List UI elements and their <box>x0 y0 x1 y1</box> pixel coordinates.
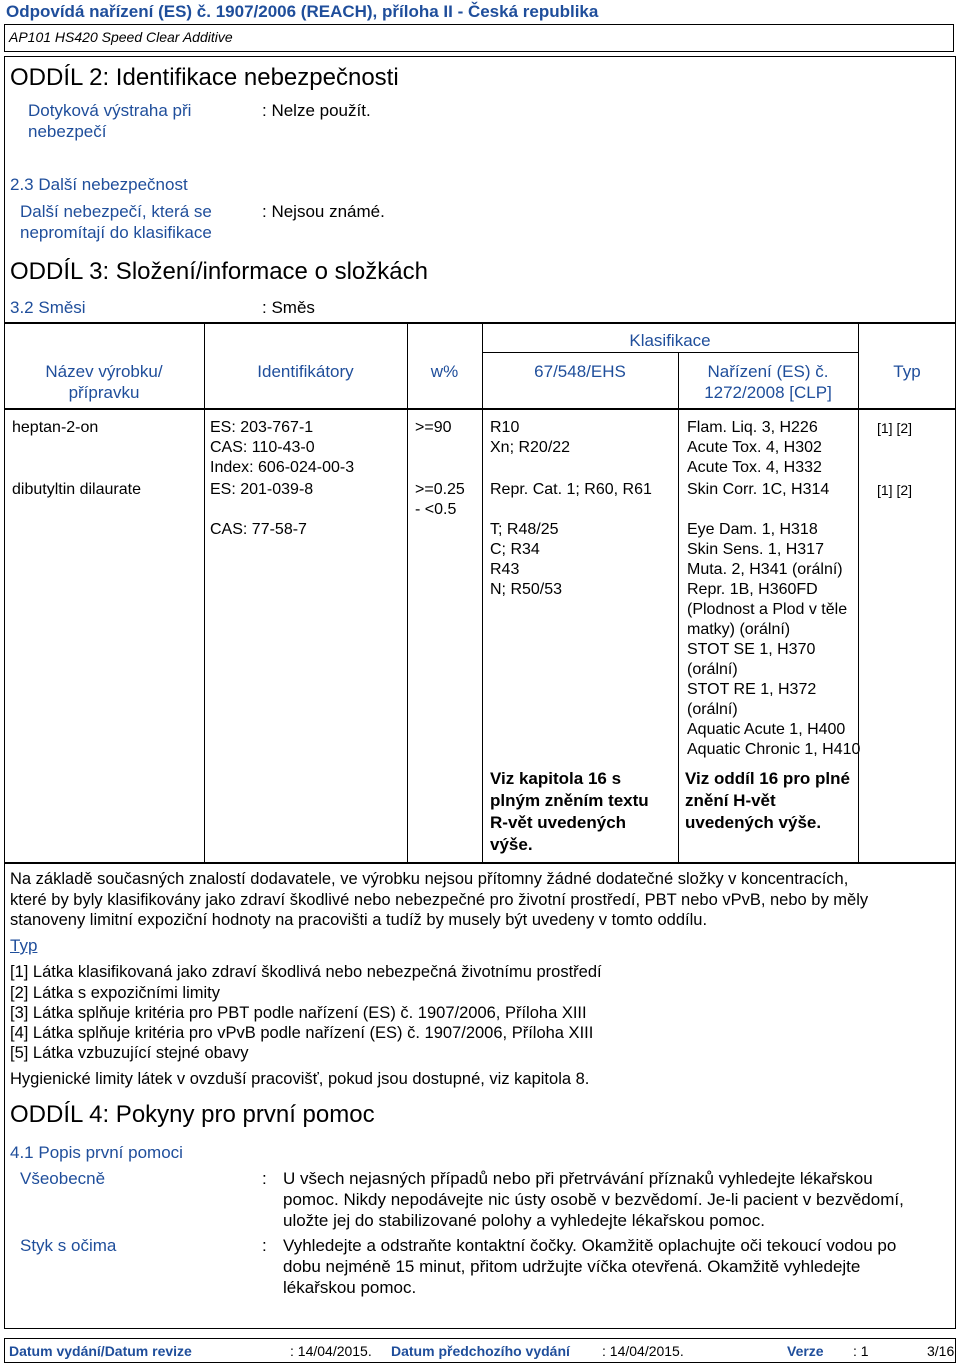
composition-paragraph-2: které by byly klasifikovány jako zdraví škodlivé nebo nebezpečné pro životní prostředí, PBT nebo vPvB, nebo by měly <box>10 891 869 909</box>
typ-item-4: [4] Látka splňuje kritéria pro vPvB podle nařízení (ES) č. 1907/2006, Příloha XIII <box>10 1024 594 1042</box>
col-clp-header-1: Nařízení (ES) č. <box>707 362 829 381</box>
row1-id-3: Index: 606-024-00-3 <box>210 459 355 476</box>
row2-clp-8: matky) (orální) <box>687 621 791 638</box>
row2-clp-10: (orální) <box>687 661 738 678</box>
subsection-3-2: 3.2 Směsi <box>10 298 86 317</box>
row2-clp-6: Repr. 1B, H360FD <box>687 581 818 598</box>
other-hazard-label-line2: nepromítají do klasifikace <box>20 223 212 242</box>
row2-eec-6: N; R50/53 <box>490 581 563 598</box>
row1-id-1: ES: 203-767-1 <box>210 419 314 436</box>
note-eec-1: Viz kapitola 16 s <box>490 769 622 788</box>
row1-clp-3: Acute Tox. 4, H332 <box>687 459 822 476</box>
col-name-header-1: Název výrobku/ <box>45 362 163 381</box>
row2-clp-12: (orální) <box>687 701 738 718</box>
row2-id-3: CAS: 77-58-7 <box>210 521 307 538</box>
row2-typ: [1] [2] <box>877 482 913 498</box>
row1-typ: [1] [2] <box>877 420 913 436</box>
row1-eec-2: Xn; R20/22 <box>490 439 571 456</box>
note-eec-3: R-vět uvedených <box>490 813 627 832</box>
row2-eec-5: R43 <box>490 561 520 578</box>
composition-paragraph-3: stanoveny limitní expoziční hodnoty na pracovišti a tudíž by musely být uvedeny v tomto oddílu. <box>10 911 708 929</box>
row2-clp-9: STOT SE 1, H370 <box>687 641 816 658</box>
subsection-4-1: 4.1 Popis první pomoci <box>10 1143 183 1162</box>
row2-name: dibutyltin dilaurate <box>12 481 141 498</box>
composition-paragraph-1: Na základě současných znalostí dodavatele, ve výrobku nejsou přítomny žádné dodatečné složky v koncentracích, <box>10 870 849 888</box>
note-eec-2: plným zněním textu <box>490 791 649 810</box>
typ-item-2: [2] Látka s expozičními limity <box>10 984 220 1002</box>
row2-clp-11: STOT RE 1, H372 <box>687 681 817 698</box>
row2-clp-3: Eye Dam. 1, H318 <box>687 521 818 538</box>
row2-clp-13: Aquatic Acute 1, H400 <box>687 721 846 738</box>
eyes-colon: : <box>262 1236 267 1255</box>
note-clp-2: znění H-vět <box>685 791 776 810</box>
footer-version-label: Verze <box>787 1343 824 1359</box>
row1-eec-1: R10 <box>490 419 520 436</box>
section2-title: ODDÍL 2: Identifikace nebezpečnosti <box>10 64 399 91</box>
subsection-3-2-value: : Směs <box>262 298 315 317</box>
note-clp-3: uvedených výše. <box>685 813 822 832</box>
col-eec-header: 67/548/EHS <box>534 362 626 381</box>
row1-weight: >=90 <box>415 419 452 436</box>
row2-clp-14: Aquatic Chronic 1, H410 <box>687 741 861 758</box>
eyes-line-2: dobu nejméně 15 minut, přitom udržujte víčka otevřená. Okamžitě vyhledejte <box>283 1257 861 1276</box>
row2-eec-4: C; R34 <box>490 541 540 558</box>
typ-item-1: [1] Látka klasifikovaná jako zdraví škodlivá nebo nebezpečná životnímu prostředí <box>10 963 602 981</box>
row2-weight-1: >=0.25 <box>415 481 465 498</box>
contact-label-line2: nebezpečí <box>28 122 107 141</box>
footer-issue-value: : 14/04/2015. <box>290 1343 372 1359</box>
product-name-box <box>4 24 954 52</box>
note-clp-1: Viz oddíl 16 pro plné <box>685 769 850 788</box>
hygiene-note: Hygienické limity látek v ovzduší pracovišť, pokud jsou dostupné, viz kapitola 8. <box>10 1070 590 1088</box>
typ-item-3: [3] Látka splňuje kritéria pro PBT podle nařízení (ES) č. 1907/2006, Příloha XIII <box>10 1004 587 1022</box>
eyes-line-3: lékařskou pomoc. <box>283 1278 417 1297</box>
general-colon: : <box>262 1169 267 1188</box>
footer-issue-label: Datum vydání/Datum revize <box>9 1343 192 1359</box>
col-typ-header: Typ <box>893 362 921 381</box>
general-line-1: U všech nejasných případů nebo při přetrvávání příznaků vyhledejte lékařskou <box>283 1169 873 1188</box>
col-clp-header-2: 1272/2008 [CLP] <box>704 383 832 402</box>
general-line-2: pomoc. Nikdy nepodávejte nic ústy osobě v bezvědomí. Je-li pacient v bezvědomí, <box>283 1190 904 1209</box>
note-eec-4: výše. <box>490 835 533 854</box>
typ-item-5: [5] Látka vzbuzující stejné obavy <box>10 1044 249 1062</box>
row1-id-2: CAS: 110-43-0 <box>210 439 315 456</box>
general-line-3: uložte jej do stabilizované polohy a vyhledejte lékařskou pomoc. <box>283 1211 765 1230</box>
section3-title: ODDÍL 3: Složení/informace o složkách <box>10 258 428 285</box>
col-identifiers-header: Identifikátory <box>257 362 354 381</box>
row2-clp-4: Skin Sens. 1, H317 <box>687 541 824 558</box>
contact-label-line1: Dotyková výstraha při <box>28 101 192 120</box>
footer-prev-label: Datum předchozího vydání <box>391 1343 570 1359</box>
other-hazard-value: : Nejsou známé. <box>262 202 385 221</box>
general-label: Všeobecně <box>20 1169 106 1188</box>
row1-clp-2: Acute Tox. 4, H302 <box>687 439 822 456</box>
subsection-2-3: 2.3 Další nebezpečnost <box>10 175 188 194</box>
eyes-label: Styk s očima <box>20 1236 117 1255</box>
row2-clp-7: (Plodnost a Plod v těle <box>687 601 848 618</box>
row2-eec-1: Repr. Cat. 1; R60, R61 <box>490 481 652 498</box>
row2-weight-2: - <0.5 <box>415 501 457 518</box>
row1-clp-1: Flam. Liq. 3, H226 <box>687 419 818 436</box>
regulation-header: Odpovídá nařízení (ES) č. 1907/2006 (REACH), příloha II - Česká republika <box>6 2 599 21</box>
section4-title: ODDÍL 4: Pokyny pro první pomoc <box>10 1101 375 1128</box>
footer-version-value: : 1 <box>853 1343 869 1359</box>
typ-heading: Typ <box>10 936 38 955</box>
eyes-line-1: Vyhledejte a odstraňte kontaktní čočky. Okamžitě oplachujte oči tekoucí vodou po <box>283 1236 897 1255</box>
col-weight-header: w% <box>430 362 459 381</box>
product-name: AP101 HS420 Speed Clear Additive <box>9 29 233 45</box>
col-name-header-2: přípravku <box>68 383 140 402</box>
row2-eec-3: T; R48/25 <box>490 521 559 538</box>
klasifikace-header: Klasifikace <box>629 331 711 350</box>
row2-id-1: ES: 201-039-8 <box>210 481 314 498</box>
row2-clp-1: Skin Corr. 1C, H314 <box>687 481 830 498</box>
row1-name: heptan-2-on <box>12 419 99 436</box>
footer <box>4 1338 956 1363</box>
contact-value: : Nelze použít. <box>262 101 371 120</box>
other-hazard-label-line1: Další nebezpečí, která se <box>20 202 212 221</box>
row2-clp-5: Muta. 2, H341 (orální) <box>687 561 843 578</box>
footer-page-number: 3/16 <box>927 1343 955 1359</box>
footer-prev-value: : 14/04/2015. <box>602 1343 684 1359</box>
